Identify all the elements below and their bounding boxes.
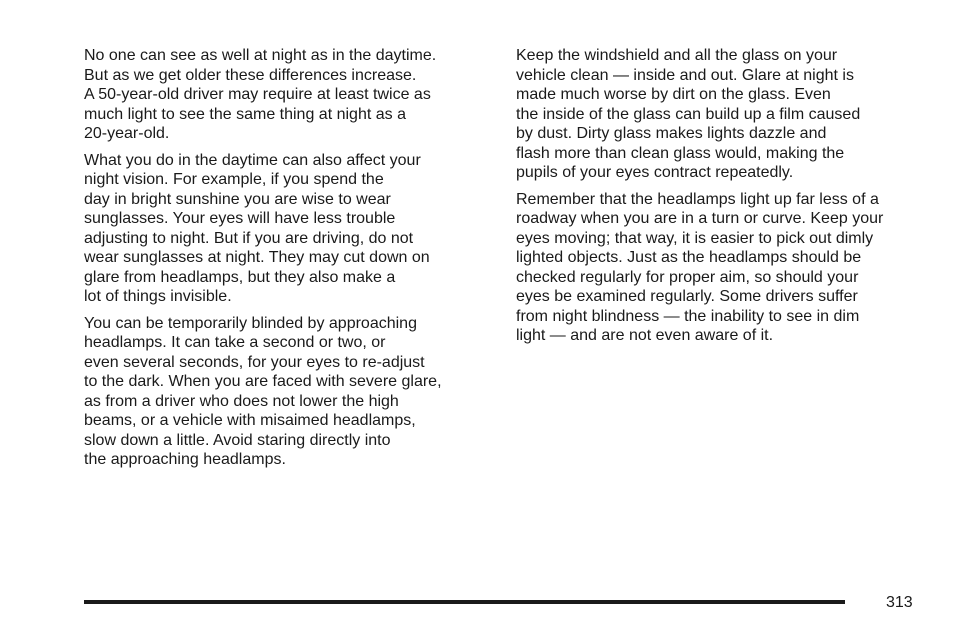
footer-rule bbox=[84, 600, 845, 604]
text-line: eyes be examined regularly. Some drivers suffer bbox=[516, 288, 858, 305]
paragraph-eye-movement bbox=[516, 190, 926, 346]
text-line: night vision. For example, if you spend the bbox=[84, 171, 384, 188]
text-line: adjusting to night. But if you are driving, do not bbox=[84, 229, 414, 247]
paragraph-clean-windshield bbox=[516, 46, 926, 183]
text-line: as from a driver who does not lower the high bbox=[84, 392, 399, 410]
right-text-column bbox=[516, 46, 926, 353]
text-line: Remember that the headlamps light up far less of a bbox=[516, 190, 879, 208]
text-line: even several seconds, for your eyes to re-adjust bbox=[84, 353, 425, 371]
text-line: What you do in the daytime can also affect your bbox=[84, 151, 421, 169]
text-line: slow down a little. Avoid staring directly into bbox=[84, 431, 391, 449]
text-line: But as we get older these differences increase. bbox=[84, 66, 417, 84]
text-line: made much worse by dirt on the glass. Even bbox=[516, 86, 831, 103]
text-line: glare from headlamps, but they also make a bbox=[84, 268, 396, 286]
text-line: sunglasses. Your eyes will have less trouble bbox=[84, 210, 396, 227]
text-line: 20-year-old. bbox=[84, 125, 170, 142]
text-line: vehicle clean — inside and out. Glare at night is bbox=[516, 66, 854, 84]
text-line: day in bright sunshine you are wise to wear bbox=[84, 190, 391, 208]
text-line: light — and are not even aware of it. bbox=[516, 327, 774, 344]
text-line: flash more than clean glass would, making the bbox=[516, 144, 845, 162]
text-line: pupils of your eyes contract repeatedly. bbox=[516, 164, 794, 181]
text-line: beams, or a vehicle with misaimed headlamps, bbox=[84, 412, 416, 429]
text-line: roadway when you are in a turn or curve. Keep your bbox=[516, 210, 884, 227]
text-line: to the dark. When you are faced with severe glare, bbox=[84, 373, 442, 390]
text-line: lot of things invisible. bbox=[84, 288, 232, 305]
text-line: Keep the windshield and all the glass on your bbox=[516, 47, 838, 64]
paragraph-night-vision-age bbox=[84, 46, 494, 144]
text-line: checked regularly for proper aim, so should your bbox=[516, 268, 859, 286]
text-line: much light to see the same thing at night as a bbox=[84, 105, 406, 123]
paragraph-headlamp-glare bbox=[84, 314, 494, 470]
text-line: lighted objects. Just as the headlamps should be bbox=[516, 249, 862, 266]
left-text-column bbox=[84, 46, 494, 477]
text-line: headlamps. It can take a second or two, or bbox=[84, 334, 386, 351]
text-line: wear sunglasses at night. They may cut down on bbox=[84, 249, 430, 266]
text-line: the approaching headlamps. bbox=[84, 451, 286, 468]
text-line: from night blindness — the inability to see in dim bbox=[516, 307, 860, 325]
text-line: the inside of the glass can build up a film caused bbox=[516, 105, 861, 123]
page-number: 313 bbox=[886, 594, 913, 611]
paragraph-daytime-sunglasses bbox=[84, 151, 494, 307]
text-line: by dust. Dirty glass makes lights dazzle and bbox=[516, 125, 827, 142]
text-line: A 50-year-old driver may require at least twice as bbox=[84, 86, 431, 103]
text-line: No one can see as well at night as in the daytime. bbox=[84, 47, 437, 64]
text-line: eyes moving; that way, it is easier to pick out dimly bbox=[516, 229, 874, 247]
text-line: You can be temporarily blinded by approaching bbox=[84, 314, 417, 332]
